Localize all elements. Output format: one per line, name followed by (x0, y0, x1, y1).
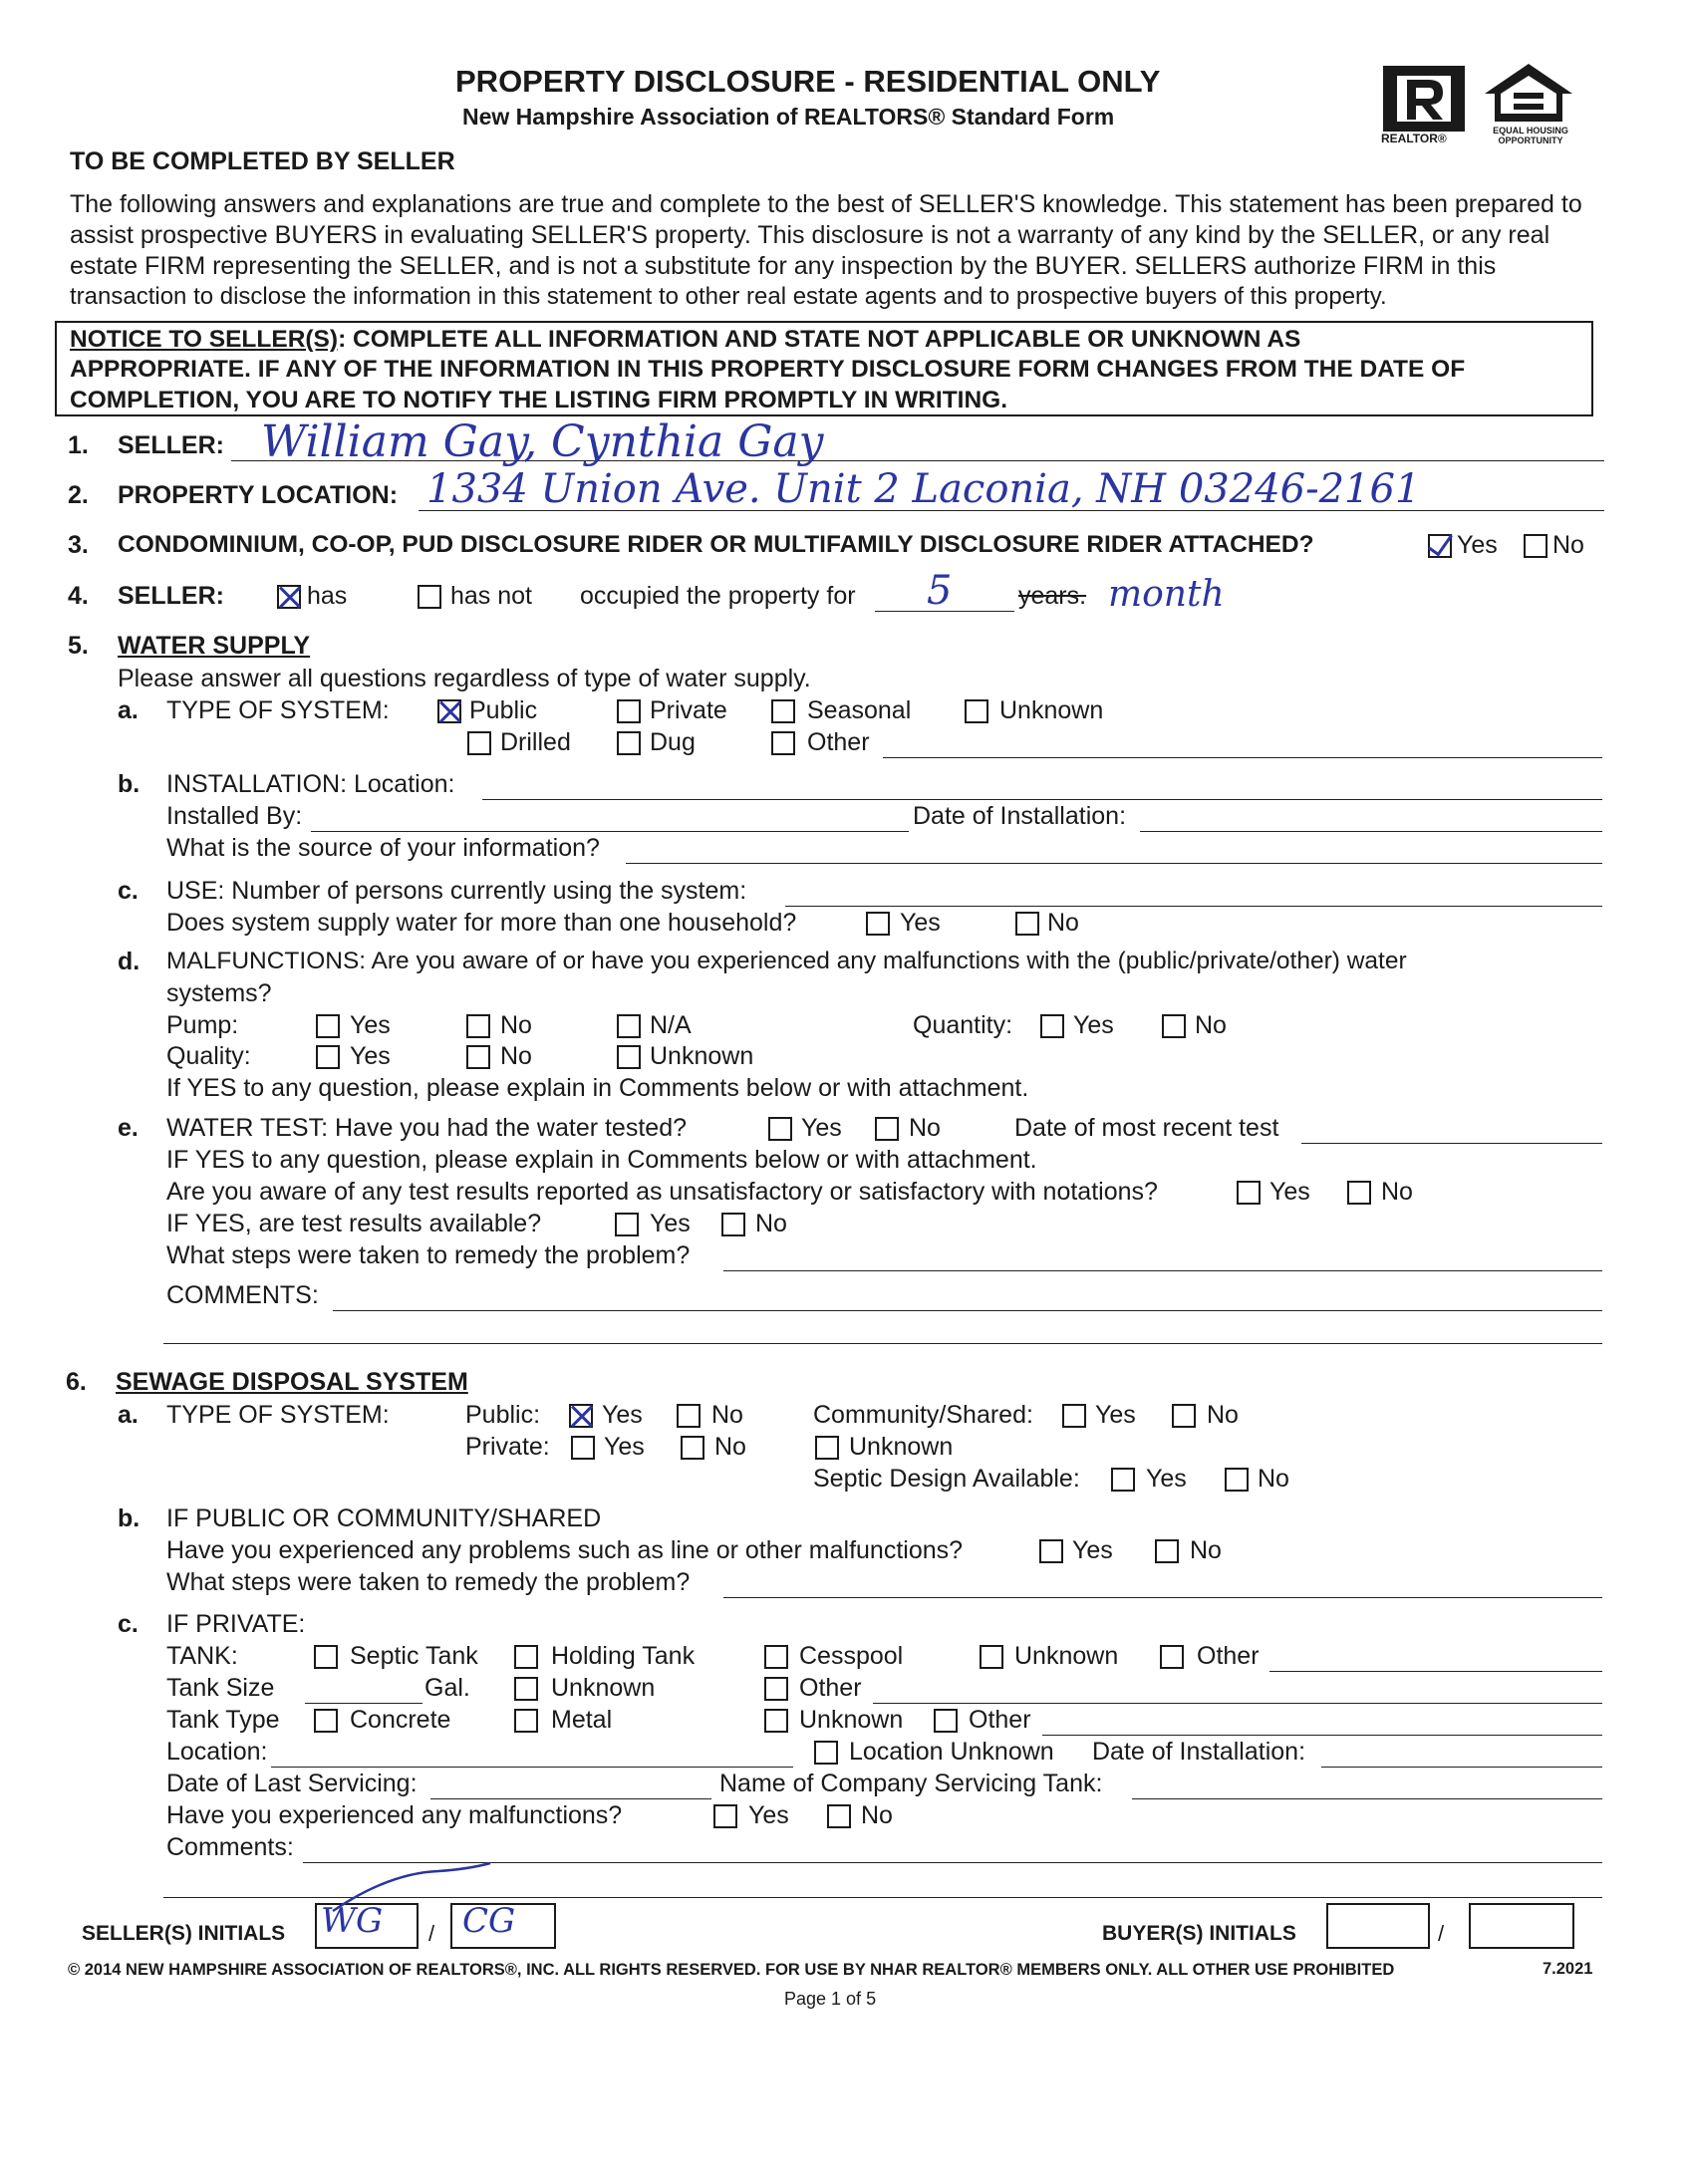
s5b-location-label: INSTALLATION: Location: (166, 770, 455, 798)
s6c-septic-tank-checkbox[interactable] (314, 1645, 338, 1669)
intro-line-2: assist prospective BUYERS in evaluating SELLER'S property. This disclosure is not a warranty of any kind by the SELLER, or any real (70, 221, 1550, 249)
s5e-aware-no-label: No (1381, 1178, 1413, 1206)
s5b-source-label: What is the source of your information? (166, 834, 600, 862)
s6c-location-line[interactable] (271, 1767, 793, 1768)
s5d-pump-na-label: N/A (650, 1011, 692, 1039)
s6c-malfunctions-label: Have you experienced any malfunctions? (166, 1801, 623, 1829)
s6a-septic-design-label: Septic Design Available: (813, 1465, 1080, 1493)
notice-line-3: COMPLETION, YOU ARE TO NOTIFY THE LISTING FIRM PROMPTLY IN WRITING. (70, 387, 1008, 413)
s6c-letter: c. (118, 1610, 139, 1638)
s5e-available-yes-checkbox[interactable] (615, 1213, 639, 1236)
s6c-type-other-label: Other (969, 1706, 1031, 1734)
s6c-type-other-line[interactable] (1042, 1735, 1602, 1736)
s6c-tank-type-label: Tank Type (166, 1706, 280, 1734)
notice-line-2: APPROPRIATE. IF ANY OF THE INFORMATION IN THIS PROPERTY DISCLOSURE FORM CHANGES FROM THE DATE OF (70, 356, 1466, 383)
buyer-initials-label: BUYER(S) INITIALS (1102, 1922, 1296, 1945)
s5e-comments-line-2[interactable] (163, 1343, 1602, 1344)
s6a-community-yes-label: Yes (1095, 1401, 1136, 1429)
s5d-quality-label: Quality: (166, 1042, 251, 1070)
s5a-other-line[interactable] (883, 757, 1602, 758)
seller-name-field[interactable]: William Gay, Cynthia Gay (261, 416, 824, 467)
s5c-letter: c. (118, 877, 139, 905)
s5d-quantity-no-checkbox[interactable] (1162, 1014, 1186, 1038)
s5e-recent-label: Date of most recent test (1014, 1114, 1279, 1142)
seller-initials-label: SELLER(S) INITIALS (82, 1922, 286, 1945)
s5e-test-no-checkbox[interactable] (875, 1117, 899, 1141)
s5d-quality-unknown-label: Unknown (650, 1042, 754, 1070)
s4-years-field[interactable]: 5 (927, 568, 953, 614)
s4-has-label: has (307, 582, 348, 610)
s5d-pump-no-label: No (500, 1011, 532, 1039)
s5c-use-label: USE: Number of persons currently using the system: (166, 877, 747, 905)
s4-occupied-label: occupied the property for (580, 582, 856, 610)
s6a-public-label: Public: (465, 1401, 541, 1429)
realtor-logo (1383, 66, 1465, 132)
s5a-private-checkbox[interactable] (617, 699, 641, 723)
s5d-quality-no-checkbox[interactable] (466, 1045, 490, 1069)
s3-no-label: No (1552, 531, 1584, 559)
s6a-community-no-label: No (1207, 1401, 1239, 1429)
s6c-size-other-label: Other (799, 1674, 862, 1702)
s6b-no-checkbox[interactable] (1155, 1539, 1179, 1563)
s5a-letter: a. (118, 696, 139, 724)
s5d-quantity-label: Quantity: (913, 1011, 1013, 1039)
s6c-gal-label: Gal. (424, 1674, 470, 1702)
s6c-tank-unknown-label: Unknown (1014, 1642, 1119, 1670)
s6a-septic-no-checkbox[interactable] (1225, 1468, 1249, 1492)
s5b-installed-by-label: Installed By: (166, 802, 303, 830)
s5b-source-line[interactable] (626, 863, 1602, 864)
form-version: 7.2021 (1543, 1960, 1593, 1978)
s5e-recent-line[interactable] (1301, 1143, 1602, 1144)
s3-yes-checkbox[interactable] (1428, 534, 1452, 558)
s5b-letter: b. (118, 770, 141, 798)
s6a-private-label: Private: (465, 1433, 550, 1461)
s5-title: WATER SUPPLY (118, 632, 311, 660)
s5a-seasonal-checkbox[interactable] (771, 699, 795, 723)
s2-label: PROPERTY LOCATION: (118, 481, 399, 509)
s6c-cesspool-checkbox[interactable] (764, 1645, 788, 1669)
s6c-tank-other-label: Other (1197, 1642, 1260, 1670)
s5d-explain: If YES to any question, please explain in Comments below or with attachment. (166, 1074, 1029, 1102)
s6a-septic-yes-label: Yes (1146, 1465, 1187, 1493)
s6-title: SEWAGE DISPOSAL SYSTEM (116, 1368, 468, 1396)
s5d-pump-yes-label: Yes (350, 1011, 391, 1039)
s5a-dug-checkbox[interactable] (617, 731, 641, 755)
s5c-no-checkbox[interactable] (1015, 912, 1039, 936)
realtor-logo-text: REALTOR® (1381, 132, 1447, 145)
s6c-location-unknown-label: Location Unknown (849, 1738, 1054, 1766)
s5e-aware-yes-checkbox[interactable] (1237, 1181, 1261, 1205)
copyright-line: © 2014 NEW HAMPSHIRE ASSOCIATION OF REALTORS®, INC. ALL RIGHTS RESERVED. FOR USE BY NHAR REALTOR® MEMBERS ONLY. ALL OTHER USE PROHIBITED (68, 1961, 1395, 1979)
s6b-remedy-label: What steps were taken to remedy the problem? (166, 1568, 691, 1596)
realtor-r-icon (1383, 66, 1465, 132)
s5e-available-no-checkbox[interactable] (721, 1213, 745, 1236)
s5e-test-no-label: No (909, 1114, 941, 1142)
s6c-malfunctions-no-checkbox[interactable] (827, 1804, 851, 1828)
s6c-holding-tank-checkbox[interactable] (514, 1645, 538, 1669)
s5a-label: TYPE OF SYSTEM: (166, 696, 390, 724)
s5a-dug-label: Dug (650, 728, 696, 756)
s5c-yes-checkbox[interactable] (866, 912, 890, 936)
s6c-type-other-checkbox[interactable] (934, 1709, 958, 1733)
s4-has-not-label: has not (450, 582, 533, 610)
s4-number: 4. (68, 582, 89, 610)
s4-has-not-checkbox[interactable] (418, 585, 441, 609)
s6b-problems-label: Have you experienced any problems such as line or other malfunctions? (166, 1536, 964, 1564)
s3-label: CONDOMINIUM, CO-OP, PUD DISCLOSURE RIDER OR MULTIFAMILY DISCLOSURE RIDER ATTACHED? (118, 531, 1314, 558)
s5a-other-label: Other (807, 728, 870, 756)
s6c-date-install-label: Date of Installation: (1092, 1738, 1306, 1766)
s6c-malfunctions-no-label: No (861, 1801, 893, 1829)
intro-line-3: estate FIRM representing the SELLER, and is not a substitute for any inspection by the BUYER. SELLERS authorize FIRM in this (70, 252, 1497, 280)
s6b-remedy-line[interactable] (723, 1597, 1602, 1598)
s6c-location-label: Location: (166, 1738, 268, 1766)
s6c-type-unknown-checkbox[interactable] (764, 1709, 788, 1733)
property-location-field[interactable]: 1334 Union Ave. Unit 2 Laconia, NH 03246-2161 (426, 466, 1421, 512)
s5a-other-checkbox[interactable] (771, 731, 795, 755)
s5a-public-checkbox[interactable] (437, 699, 461, 723)
notice-text-1: : COMPLETE ALL INFORMATION AND STATE NOT APPLICABLE OR UNKNOWN AS (338, 326, 1301, 353)
s6c-company-label: Name of Company Servicing Tank: (719, 1770, 1103, 1797)
buyer-initials-slash: / (1438, 1921, 1445, 1946)
s5-number: 5. (68, 632, 89, 660)
s6a-label: TYPE OF SYSTEM: (166, 1401, 390, 1429)
s6c-date-install-line[interactable] (1321, 1767, 1602, 1768)
s6c-septic-tank-label: Septic Tank (350, 1642, 478, 1670)
s5e-aware-yes-label: Yes (1269, 1178, 1310, 1206)
s5d-quality-unknown-checkbox[interactable] (617, 1045, 641, 1069)
s5e-test-yes-checkbox[interactable] (768, 1117, 792, 1141)
s4-label: SELLER: (118, 582, 224, 610)
seller-initials-value-1: WG (321, 1901, 384, 1941)
seller-initials-value-2: CG (462, 1901, 516, 1941)
s5e-comments-line-1[interactable] (333, 1310, 1602, 1311)
s5b-installed-by-line[interactable] (311, 831, 909, 832)
s6c-type-unknown-label: Unknown (799, 1706, 904, 1734)
s5a-unknown-checkbox[interactable] (965, 699, 988, 723)
s5e-available-yes-label: Yes (650, 1210, 691, 1237)
intro-line-1: The following answers and explanations are true and complete to the best of SELLER'S knowledge. This statement has been prepared to (70, 190, 1582, 218)
equal-housing-logo-text: EQUAL HOUSING OPPORTUNITY (1493, 126, 1568, 145)
s5d-pump-no-checkbox[interactable] (466, 1014, 490, 1038)
s4-years-label: years. (1018, 582, 1087, 610)
s6-number: 6. (66, 1368, 87, 1396)
s6a-unknown-label: Unknown (849, 1433, 954, 1461)
s6a-unknown-checkbox[interactable] (815, 1436, 839, 1460)
s6c-size-other-line[interactable] (873, 1703, 1602, 1704)
s6a-letter: a. (118, 1401, 139, 1429)
page-number: Page 1 of 5 (784, 1989, 877, 2009)
notice-label: NOTICE TO SELLER(S) (70, 326, 339, 353)
s6a-public-yes-checkbox[interactable] (569, 1404, 593, 1428)
s5e-test-yes-label: Yes (801, 1114, 842, 1142)
s5c-yes-label: Yes (900, 909, 941, 937)
s5d-quality-yes-label: Yes (350, 1042, 391, 1070)
s6c-cesspool-label: Cesspool (799, 1642, 904, 1670)
s5a-drilled-label: Drilled (500, 728, 571, 756)
s6a-community-label: Community/Shared: (813, 1401, 1033, 1429)
s5e-test-label: WATER TEST: Have you had the water tested? (166, 1114, 687, 1142)
equal-housing-logo (1481, 60, 1576, 126)
s6a-public-no-checkbox[interactable] (677, 1404, 701, 1428)
s5a-public-label: Public (469, 696, 538, 724)
s5d-quantity-yes-label: Yes (1073, 1011, 1114, 1039)
s6c-company-line[interactable] (1132, 1798, 1602, 1799)
s5d-quality-no-label: No (500, 1042, 532, 1070)
s5e-comments-label: COMMENTS: (166, 1281, 319, 1309)
s6b-no-label: No (1190, 1536, 1222, 1564)
s5d-pump-na-checkbox[interactable] (617, 1014, 641, 1038)
equal-housing-house-icon (1481, 60, 1576, 126)
buyer-initials-box-2[interactable] (1469, 1903, 1574, 1949)
s6a-private-no-checkbox[interactable] (681, 1436, 704, 1460)
s6b-letter: b. (118, 1504, 141, 1532)
s6a-septic-yes-checkbox[interactable] (1111, 1468, 1135, 1492)
form-subtitle: New Hampshire Association of REALTORS® Standard Form (462, 104, 1115, 130)
s1-label: SELLER: (118, 431, 224, 459)
s6a-private-yes-checkbox[interactable] (571, 1436, 595, 1460)
s5e-explain: IF YES to any question, please explain in Comments below or with attachment. (166, 1146, 1037, 1174)
s3-yes-label: Yes (1457, 531, 1498, 559)
s6c-metal-label: Metal (551, 1706, 613, 1734)
s5e-available-label: IF YES, are test results available? (166, 1210, 542, 1237)
buyer-initials-box-1[interactable] (1326, 1903, 1430, 1949)
s5d-pump-label: Pump: (166, 1011, 239, 1039)
s5a-unknown-label: Unknown (999, 696, 1104, 724)
s5b-date-label: Date of Installation: (913, 802, 1127, 830)
s6c-holding-tank-label: Holding Tank (551, 1642, 696, 1670)
s6c-metal-checkbox[interactable] (514, 1709, 538, 1733)
notice-line-1 (70, 326, 1300, 354)
s5d-quality-yes-checkbox[interactable] (316, 1045, 340, 1069)
s6c-title: IF PRIVATE: (166, 1610, 306, 1638)
s6a-public-yes-label: Yes (602, 1401, 643, 1429)
s6c-tank-label: TANK: (166, 1642, 238, 1670)
s6c-size-other-checkbox[interactable] (764, 1677, 788, 1701)
s5d-pump-yes-checkbox[interactable] (316, 1014, 340, 1038)
s6c-tank-unknown-checkbox[interactable] (980, 1645, 1003, 1669)
s5d-quantity-yes-checkbox[interactable] (1040, 1014, 1064, 1038)
s5d-quantity-no-label: No (1195, 1011, 1227, 1039)
s5a-seasonal-label: Seasonal (807, 696, 912, 724)
s5a-drilled-checkbox[interactable] (467, 731, 491, 755)
s3-no-checkbox[interactable] (1524, 534, 1547, 558)
s5b-date-line[interactable] (1140, 831, 1602, 832)
s5a-private-label: Private (650, 696, 727, 724)
s5d-letter: d. (118, 948, 141, 975)
s6b-yes-label: Yes (1072, 1536, 1113, 1564)
s6a-private-no-label: No (714, 1433, 746, 1461)
s3-number: 3. (68, 531, 89, 559)
s5e-remedy-line[interactable] (723, 1270, 1602, 1271)
s6c-last-servicing-label: Date of Last Servicing: (166, 1770, 418, 1797)
s6c-location-unknown-checkbox[interactable] (814, 1741, 838, 1765)
s6c-tank-size-line[interactable] (305, 1703, 422, 1704)
s6c-tank-size-label: Tank Size (166, 1674, 275, 1702)
s6c-last-servicing-line[interactable] (430, 1798, 711, 1799)
s6a-private-yes-label: Yes (604, 1433, 645, 1461)
s6a-community-no-checkbox[interactable] (1172, 1404, 1196, 1428)
s6c-concrete-checkbox[interactable] (314, 1709, 338, 1733)
s6c-comments-label: Comments: (166, 1833, 294, 1861)
s4-month-field[interactable]: month (1108, 574, 1225, 615)
form-title: PROPERTY DISCLOSURE - RESIDENTIAL ONLY (455, 64, 1161, 99)
s6b-title: IF PUBLIC OR COMMUNITY/SHARED (166, 1504, 602, 1532)
s6c-malfunctions-yes-label: Yes (748, 1801, 789, 1829)
s5e-letter: e. (118, 1114, 139, 1142)
s5e-available-no-label: No (755, 1210, 787, 1237)
seller-initials-slash: / (428, 1921, 435, 1946)
signature-stroke-icon (329, 1861, 498, 1915)
s6b-yes-checkbox[interactable] (1039, 1539, 1063, 1563)
s6c-concrete-label: Concrete (350, 1706, 451, 1734)
s5e-remedy-label: What steps were taken to remedy the problem? (166, 1241, 691, 1269)
s1-number: 1. (68, 431, 89, 459)
s4-has-checkbox[interactable] (277, 585, 301, 609)
s2-number: 2. (68, 481, 89, 509)
s6c-tank-other-line[interactable] (1269, 1671, 1602, 1672)
s5-instruction: Please answer all questions regardless of type of water supply. (118, 665, 811, 692)
s5b-location-line[interactable] (482, 799, 1602, 800)
s6a-community-yes-checkbox[interactable] (1062, 1404, 1086, 1428)
s6c-tank-other-checkbox[interactable] (1160, 1645, 1184, 1669)
s5c-use-line[interactable] (785, 906, 1602, 907)
intro-line-4: transaction to disclose the information in this statement to other real estate agents and to prospective buyers of this property. (70, 283, 1387, 310)
s5e-aware-no-checkbox[interactable] (1347, 1181, 1371, 1205)
s6c-size-unknown-label: Unknown (551, 1674, 656, 1702)
seller-signature-stroke (329, 1861, 498, 1920)
s6a-septic-no-label: No (1258, 1465, 1289, 1493)
s6a-public-no-label: No (711, 1401, 743, 1429)
s5e-aware-label: Are you aware of any test results reported as unsatisfactory or satisfactory with notations? (166, 1178, 1158, 1206)
completed-by-heading: TO BE COMPLETED BY SELLER (70, 147, 455, 175)
s5d-question-2: systems? (166, 979, 272, 1007)
s6c-size-unknown-checkbox[interactable] (514, 1677, 538, 1701)
s5c-no-label: No (1047, 909, 1079, 937)
s5c-household-label: Does system supply water for more than one household? (166, 909, 797, 937)
s5d-question-1: MALFUNCTIONS: Are you aware of or have you experienced any malfunctions with the (public/private/other) water (166, 948, 1407, 974)
s6c-malfunctions-yes-checkbox[interactable] (713, 1804, 737, 1828)
